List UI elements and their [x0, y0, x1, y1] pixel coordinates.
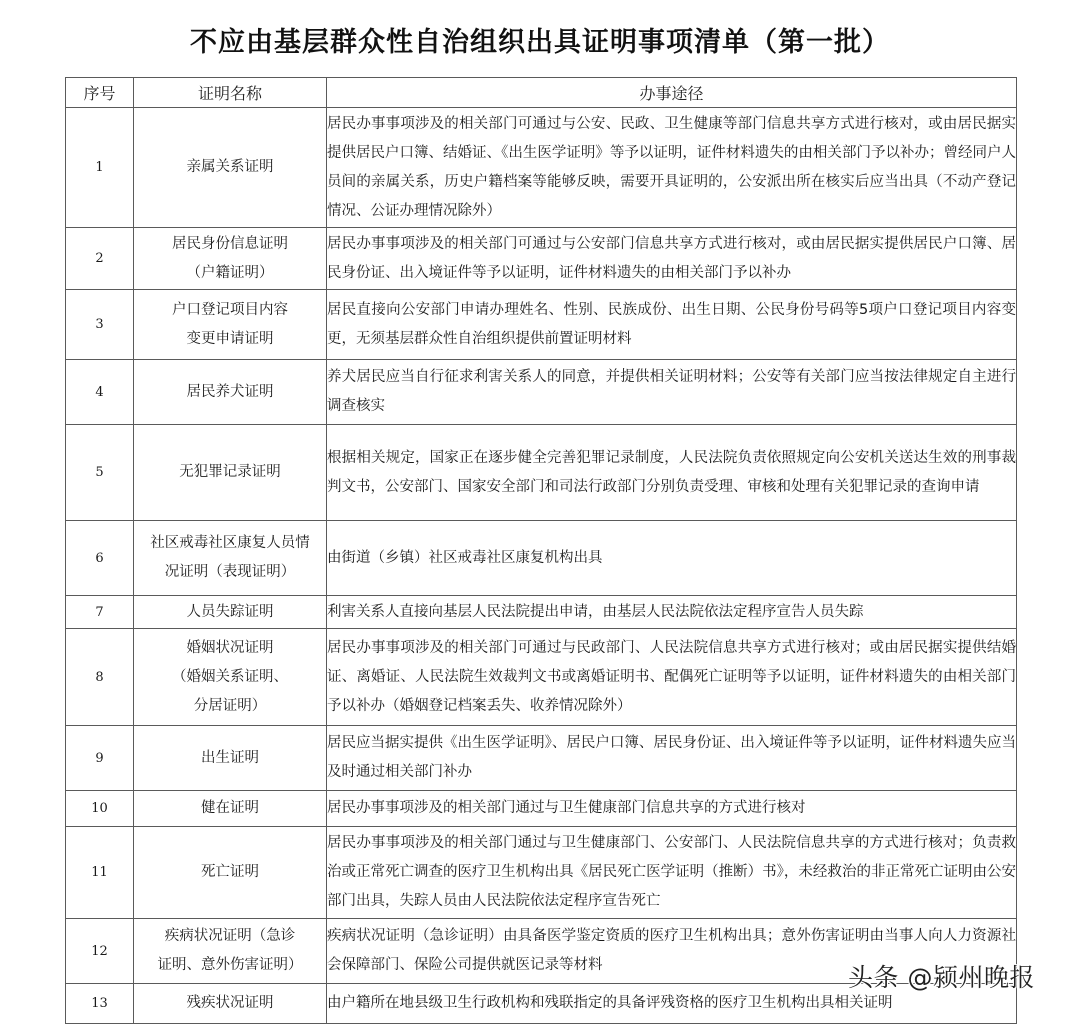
row-number: 8: [66, 629, 134, 726]
certificate-name: [134, 360, 327, 425]
handling-path: 利害关系人直接向基层人民法院提出申请，由基层人民法院依法定程序宣告人员失踪: [327, 596, 1017, 629]
handling-path: 居民办事事项涉及的相关部门可通过与公安、民政、卫生健康等部门信息共享方式进行核对，或由居民据实提供居民户口簿、结婚证、《出生医学证明》等予以证明，证件材料遗失的由相关部门予以补办；曾经同户人员间的亲属关系，历史户籍档案等能够反映，需要开具证明的，公安派出所在核实后应当出具（不动产登记情况、公证办理情况除外）: [327, 108, 1017, 228]
handling-path: 居民办事事项涉及的相关部门可通过与民政部门、人民法院信息共享方式进行核对；或由居民据实提供结婚证、离婚证、人民法院生效裁判文书或离婚证明书、配偶死亡证明等予以证明，证件材料遗失的由相关部门予以补办（婚姻登记档案丢失、收养情况除外）: [327, 629, 1017, 726]
table-body: [66, 108, 1017, 1024]
certificate-name: [134, 596, 327, 629]
row-number: 13: [66, 984, 134, 1024]
table-row: [66, 629, 1017, 726]
certificate-name-line: 居民养犬证明: [186, 383, 274, 400]
handling-path: 居民应当据实提供《出生医学证明》、居民户口簿、居民身份证、出入境证件等予以证明，证件材料遗失应当及时通过相关部门补办: [327, 726, 1017, 791]
certificate-name-line: 证明、意外伤害证明）: [157, 957, 303, 973]
certificate-name: [134, 425, 327, 521]
row-number: 10: [66, 791, 134, 827]
certificate-name-line: 人员失踪证明: [186, 603, 274, 620]
certificate-name-line: 分居证明）: [193, 697, 267, 714]
certificate-name-line: 变更申请证明: [186, 330, 274, 347]
row-number: 7: [66, 596, 134, 629]
table-row: [66, 791, 1017, 827]
row-number: 1: [66, 108, 134, 228]
certificate-name: [134, 629, 327, 726]
certificate-name-line: 出生证明: [201, 749, 259, 766]
certificate-name: [134, 791, 327, 827]
certificate-name-line: 健在证明: [201, 800, 259, 816]
certificate-name-line: 户口登记项目内容: [172, 301, 288, 318]
table-row: [66, 827, 1017, 919]
certificate-name-line: （婚姻关系证明、: [172, 668, 288, 685]
table-row: [66, 726, 1017, 791]
column-header-no: 序号: [66, 78, 134, 108]
table-row: [66, 290, 1017, 360]
certificate-name: [134, 521, 327, 596]
row-number: 3: [66, 290, 134, 360]
row-number: 5: [66, 425, 134, 521]
table-row: [66, 596, 1017, 629]
certificate-name-line: 况证明（表现证明）: [164, 564, 296, 580]
row-number: 11: [66, 827, 134, 919]
certificate-name-line: 社区戒毒社区康复人员情: [150, 535, 310, 551]
certificate-name: [134, 726, 327, 791]
certificate-name: [134, 919, 327, 984]
certificate-name-line: 无犯罪记录证明: [179, 464, 281, 480]
certificate-name: [134, 984, 327, 1024]
column-header-name: 证明名称: [134, 78, 327, 108]
certificate-name: [134, 228, 327, 290]
certificate-name: [134, 827, 327, 919]
table-row: [66, 425, 1017, 521]
handling-path: 疾病状况证明（急诊证明）由具备医学鉴定资质的医疗卫生机构出具；意外伤害证明由当事人向人力资源社会保障部门、保险公司提供就医记录等材料: [327, 919, 1017, 984]
handling-path: 根据相关规定，国家正在逐步健全完善犯罪记录制度，人民法院负责依照规定向公安机关送达生效的刑事裁判文书，公安部门、国家安全部门和司法行政部门分别负责受理、审核和处理有关犯罪记录的查询申请: [327, 425, 1017, 521]
certificate-name-line: 居民身份信息证明: [172, 235, 288, 252]
row-number: 12: [66, 919, 134, 984]
certificate-name: [134, 290, 327, 360]
column-header-path: 办事途径: [327, 78, 1017, 108]
table-row: [66, 521, 1017, 596]
handling-path: 由街道（乡镇）社区戒毒社区康复机构出具: [327, 521, 1017, 596]
row-number: 4: [66, 360, 134, 425]
row-number: 2: [66, 228, 134, 290]
table-header-row: [66, 78, 1017, 108]
document-title: 不应由基层群众性自治组织出具证明事项清单（第一批）: [190, 27, 890, 58]
table-row: [66, 108, 1017, 228]
certificate-name-line: 疾病状况证明（急诊: [164, 928, 296, 944]
row-number: 6: [66, 521, 134, 596]
table-row: [66, 228, 1017, 290]
certificate-name-line: 婚姻状况证明: [186, 639, 274, 656]
watermark: 头条 @颍州晚报: [848, 963, 1035, 992]
handling-path: 居民办事事项涉及的相关部门通过与卫生健康部门信息共享的方式进行核对: [327, 791, 1017, 827]
certificate-name-line: 死亡证明: [201, 864, 259, 880]
certificate-name-line: 残疾状况证明: [186, 995, 274, 1011]
handling-path: 由户籍所在地县级卫生行政机构和残联指定的具备评残资格的医疗卫生机构出具相关证明: [327, 984, 1017, 1024]
handling-path: 居民直接向公安部门申请办理姓名、性别、民族成份、出生日期、公民身份号码等5项户口登记项目内容变更，无须基层群众性自治组织提供前置证明材料: [327, 290, 1017, 360]
certificate-list-table: [65, 77, 1017, 1024]
handling-path: 居民办事事项涉及的相关部门可通过与公安部门信息共享方式进行核对，或由居民据实提供居民户口簿、居民身份证、出入境证件等予以证明，证件材料遗失的由相关部门予以补办: [327, 228, 1017, 290]
certificate-name: [134, 108, 327, 228]
handling-path: 养犬居民应当自行征求利害关系人的同意，并提供相关证明材料；公安等有关部门应当按法律规定自主进行调查核实: [327, 360, 1017, 425]
handling-path: 居民办事事项涉及的相关部门通过与卫生健康部门、公安部门、人民法院信息共享的方式进行核对；负责救治或正常死亡调查的医疗卫生机构出具《居民死亡医学证明（推断）书》，未经救治的非正常死亡证明由公安部门出具，失踪人员由人民法院依法定程序宣告死亡: [327, 827, 1017, 919]
table-row: [66, 360, 1017, 425]
row-number: 9: [66, 726, 134, 791]
certificate-name-line: 亲属关系证明: [186, 159, 274, 175]
certificate-name-line: （户籍证明）: [186, 264, 274, 281]
